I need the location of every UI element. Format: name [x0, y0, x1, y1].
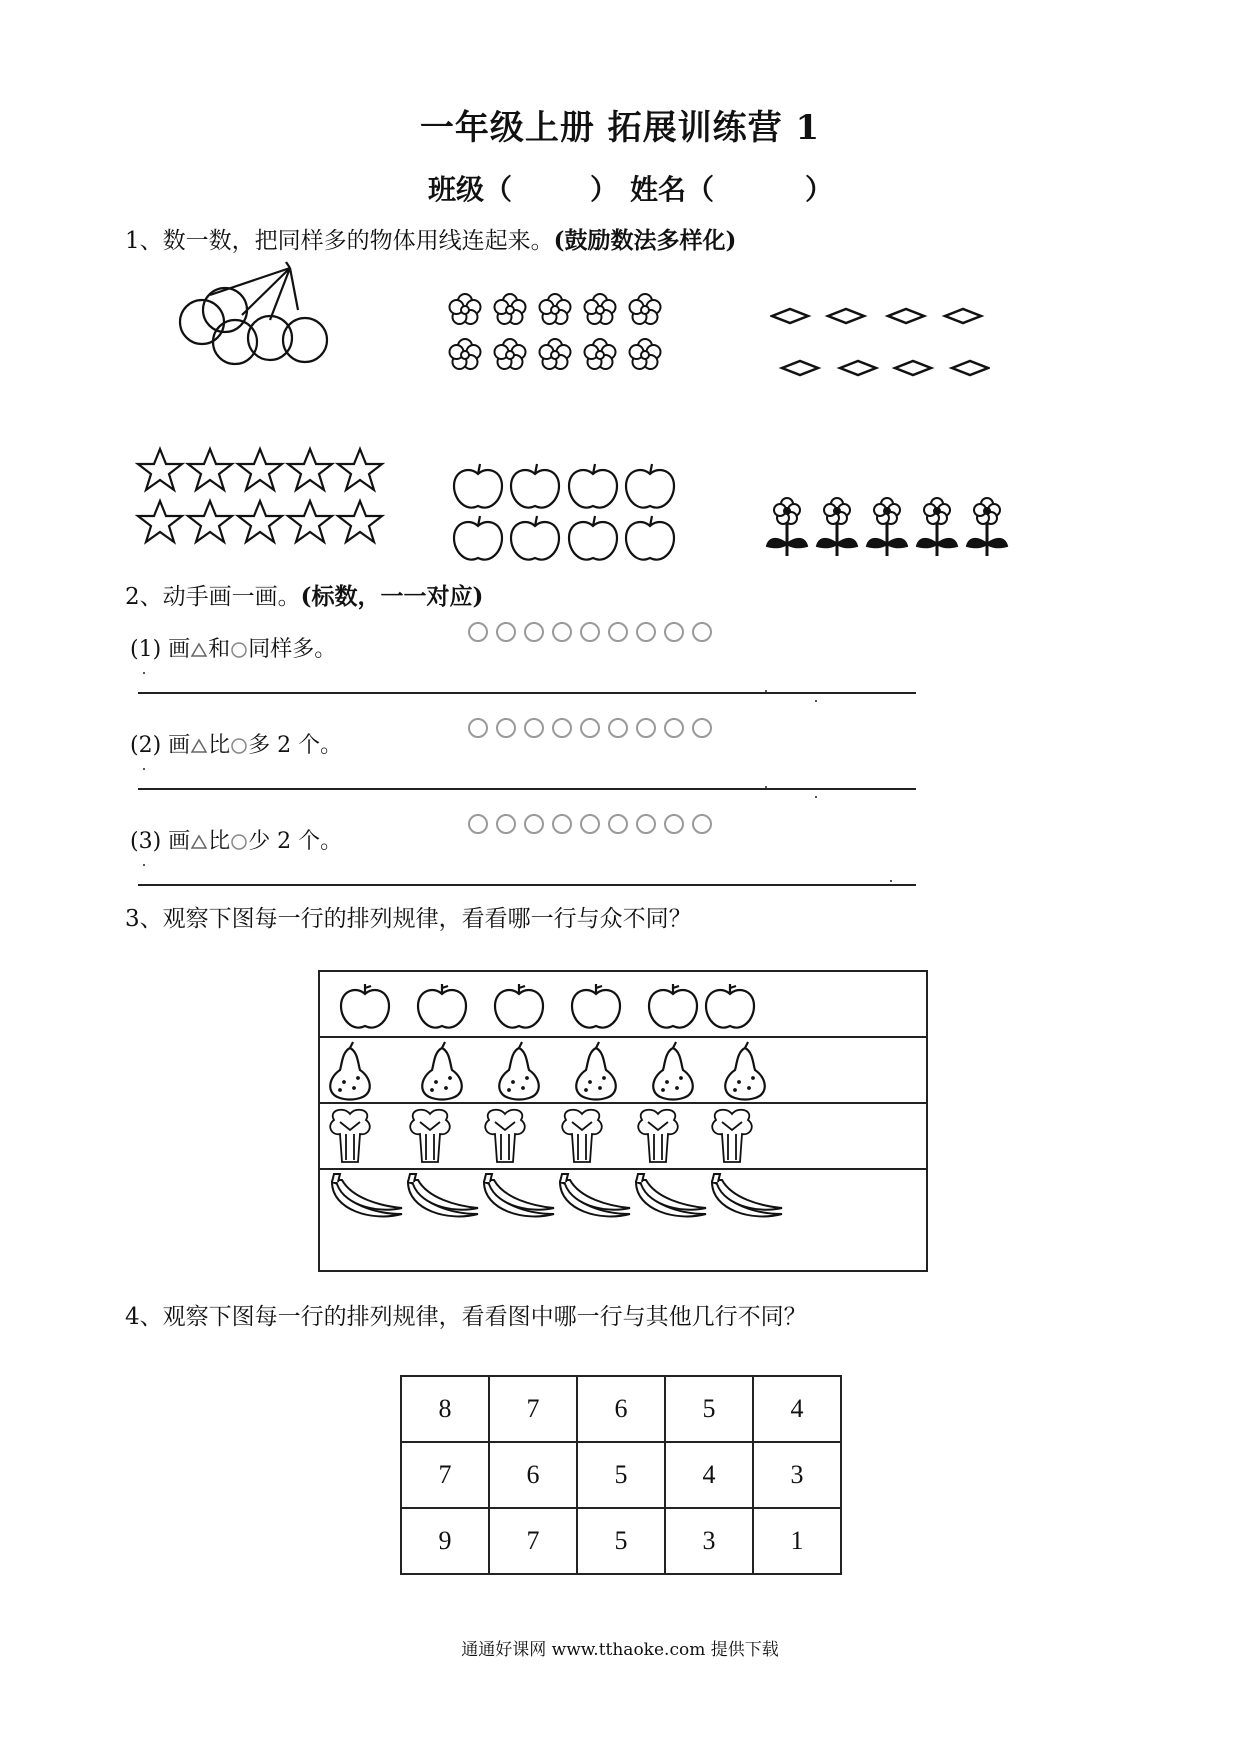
- number-table: [400, 1375, 842, 1575]
- page-title: 一年级上册 拓展训练营 1: [419, 108, 821, 148]
- pattern-grid: [318, 970, 928, 1272]
- triangle-icon: [190, 738, 208, 754]
- circle-icon: [230, 641, 248, 659]
- table-cell: 5: [577, 1508, 665, 1574]
- question-1: [125, 222, 736, 255]
- table-cell: 6: [577, 1376, 665, 1442]
- pattern-row-cabbage: [320, 1104, 926, 1170]
- table-row: [401, 1508, 841, 1574]
- reference-circle: [664, 622, 684, 642]
- q2-item-1-mid: 和: [208, 637, 231, 662]
- q2-item-1-prefix: (1) 画: [130, 637, 191, 662]
- triangle-icon: [190, 642, 208, 658]
- question-3: 3、观察下图每一行的排列规律，看看哪一行与众不同？: [125, 906, 692, 932]
- apples-group: [450, 460, 680, 565]
- q2-item-3-mid: 比: [208, 829, 231, 854]
- triangle-icon: [190, 834, 208, 850]
- footer-credit: 通通好课网 www.tthaoke.com 提供下载: [461, 1640, 779, 1660]
- reference-circle: [496, 622, 516, 642]
- table-cell: 7: [489, 1508, 577, 1574]
- name-close: ）: [805, 173, 834, 206]
- stem-flowers-group: [765, 488, 1015, 568]
- reference-circle: [552, 718, 572, 738]
- table-cell: 1: [753, 1508, 841, 1574]
- table-cell: 7: [401, 1442, 489, 1508]
- cherries-icon: [170, 260, 340, 375]
- scan-dot: [143, 672, 145, 674]
- table-cell: 3: [665, 1508, 753, 1574]
- scan-dot: [143, 768, 145, 770]
- q2-item-2-prefix: (2) 画: [130, 733, 191, 758]
- diamonds-group: [770, 300, 990, 380]
- cabbage-row-icons: [320, 1104, 780, 1168]
- scan-dot: [815, 796, 817, 798]
- reference-circle: [524, 814, 544, 834]
- reference-circle: [608, 814, 628, 834]
- q2-circles-3: [468, 814, 712, 834]
- pattern-row-pear: [320, 1038, 926, 1104]
- table-row: [401, 1376, 841, 1442]
- pear-row-icons: [320, 1038, 780, 1102]
- reference-circle: [664, 718, 684, 738]
- table-cell: 6: [489, 1442, 577, 1508]
- table-cell: 4: [665, 1442, 753, 1508]
- q2-answer-line-3[interactable]: [138, 884, 916, 886]
- question-1-hint: (鼓励数法多样化): [553, 227, 737, 254]
- reference-circle: [524, 718, 544, 738]
- q2-item-1-suffix: 同样多。: [248, 637, 337, 662]
- reference-circle: [580, 718, 600, 738]
- reference-circle: [580, 814, 600, 834]
- question-4: 4、观察下图每一行的排列规律，看看图中哪一行与其他几行不同？: [125, 1304, 807, 1330]
- flowers-small-group: [440, 285, 690, 380]
- question-2: [125, 578, 483, 611]
- question-2-text: 2、动手画一画。: [125, 584, 301, 610]
- circle-icon: [230, 737, 248, 755]
- scan-dot: [143, 864, 145, 866]
- pattern-row-apple: [320, 972, 926, 1038]
- table-cell: 7: [489, 1376, 577, 1442]
- scan-dot: [815, 700, 817, 702]
- stars-group: [135, 445, 395, 550]
- q2-item-3-suffix: 少 2 个。: [248, 829, 343, 854]
- banana-row-icons: [320, 1170, 800, 1234]
- scan-dot: [765, 786, 767, 788]
- reference-circle: [636, 814, 656, 834]
- reference-circle: [692, 718, 712, 738]
- scan-dot: [765, 690, 767, 692]
- q2-item-3-prefix: (3) 画: [130, 829, 191, 854]
- q2-answer-line-1[interactable]: [138, 692, 916, 694]
- reference-circle: [664, 814, 684, 834]
- table-cell: 8: [401, 1376, 489, 1442]
- question-2-hint: (标数，一一对应): [300, 583, 484, 610]
- pattern-row-banana: [320, 1170, 926, 1270]
- scan-dot: [890, 880, 892, 882]
- reference-circle: [692, 622, 712, 642]
- reference-circle: [636, 622, 656, 642]
- reference-circle: [468, 814, 488, 834]
- table-cell: 3: [753, 1442, 841, 1508]
- table-row: [401, 1442, 841, 1508]
- reference-circle: [552, 622, 572, 642]
- reference-circle: [608, 718, 628, 738]
- reference-circle: [580, 622, 600, 642]
- name-label: 姓名（: [630, 173, 715, 206]
- q2-item-3: [130, 824, 342, 855]
- reference-circle: [524, 622, 544, 642]
- q2-circles-1: [468, 622, 712, 642]
- q2-answer-line-2[interactable]: [138, 788, 916, 790]
- q2-item-2: [130, 728, 342, 759]
- reference-circle: [468, 622, 488, 642]
- q2-item-1: [130, 632, 336, 663]
- apple-row-icons: [320, 972, 780, 1036]
- class-label: 班级（: [428, 173, 513, 206]
- question-1-text: 1、数一数，把同样多的物体用线连起来。: [125, 228, 554, 254]
- reference-circle: [468, 718, 488, 738]
- reference-circle: [692, 814, 712, 834]
- reference-circle: [496, 718, 516, 738]
- reference-circle: [496, 814, 516, 834]
- table-cell: 4: [753, 1376, 841, 1442]
- q2-circles-2: [468, 718, 712, 738]
- reference-circle: [552, 814, 572, 834]
- table-cell: 5: [665, 1376, 753, 1442]
- reference-circle: [608, 622, 628, 642]
- circle-icon: [230, 833, 248, 851]
- class-close: ）: [590, 173, 619, 206]
- table-cell: 5: [577, 1442, 665, 1508]
- table-cell: 9: [401, 1508, 489, 1574]
- reference-circle: [636, 718, 656, 738]
- q2-item-2-mid: 比: [208, 733, 231, 758]
- q2-item-2-suffix: 多 2 个。: [248, 733, 343, 758]
